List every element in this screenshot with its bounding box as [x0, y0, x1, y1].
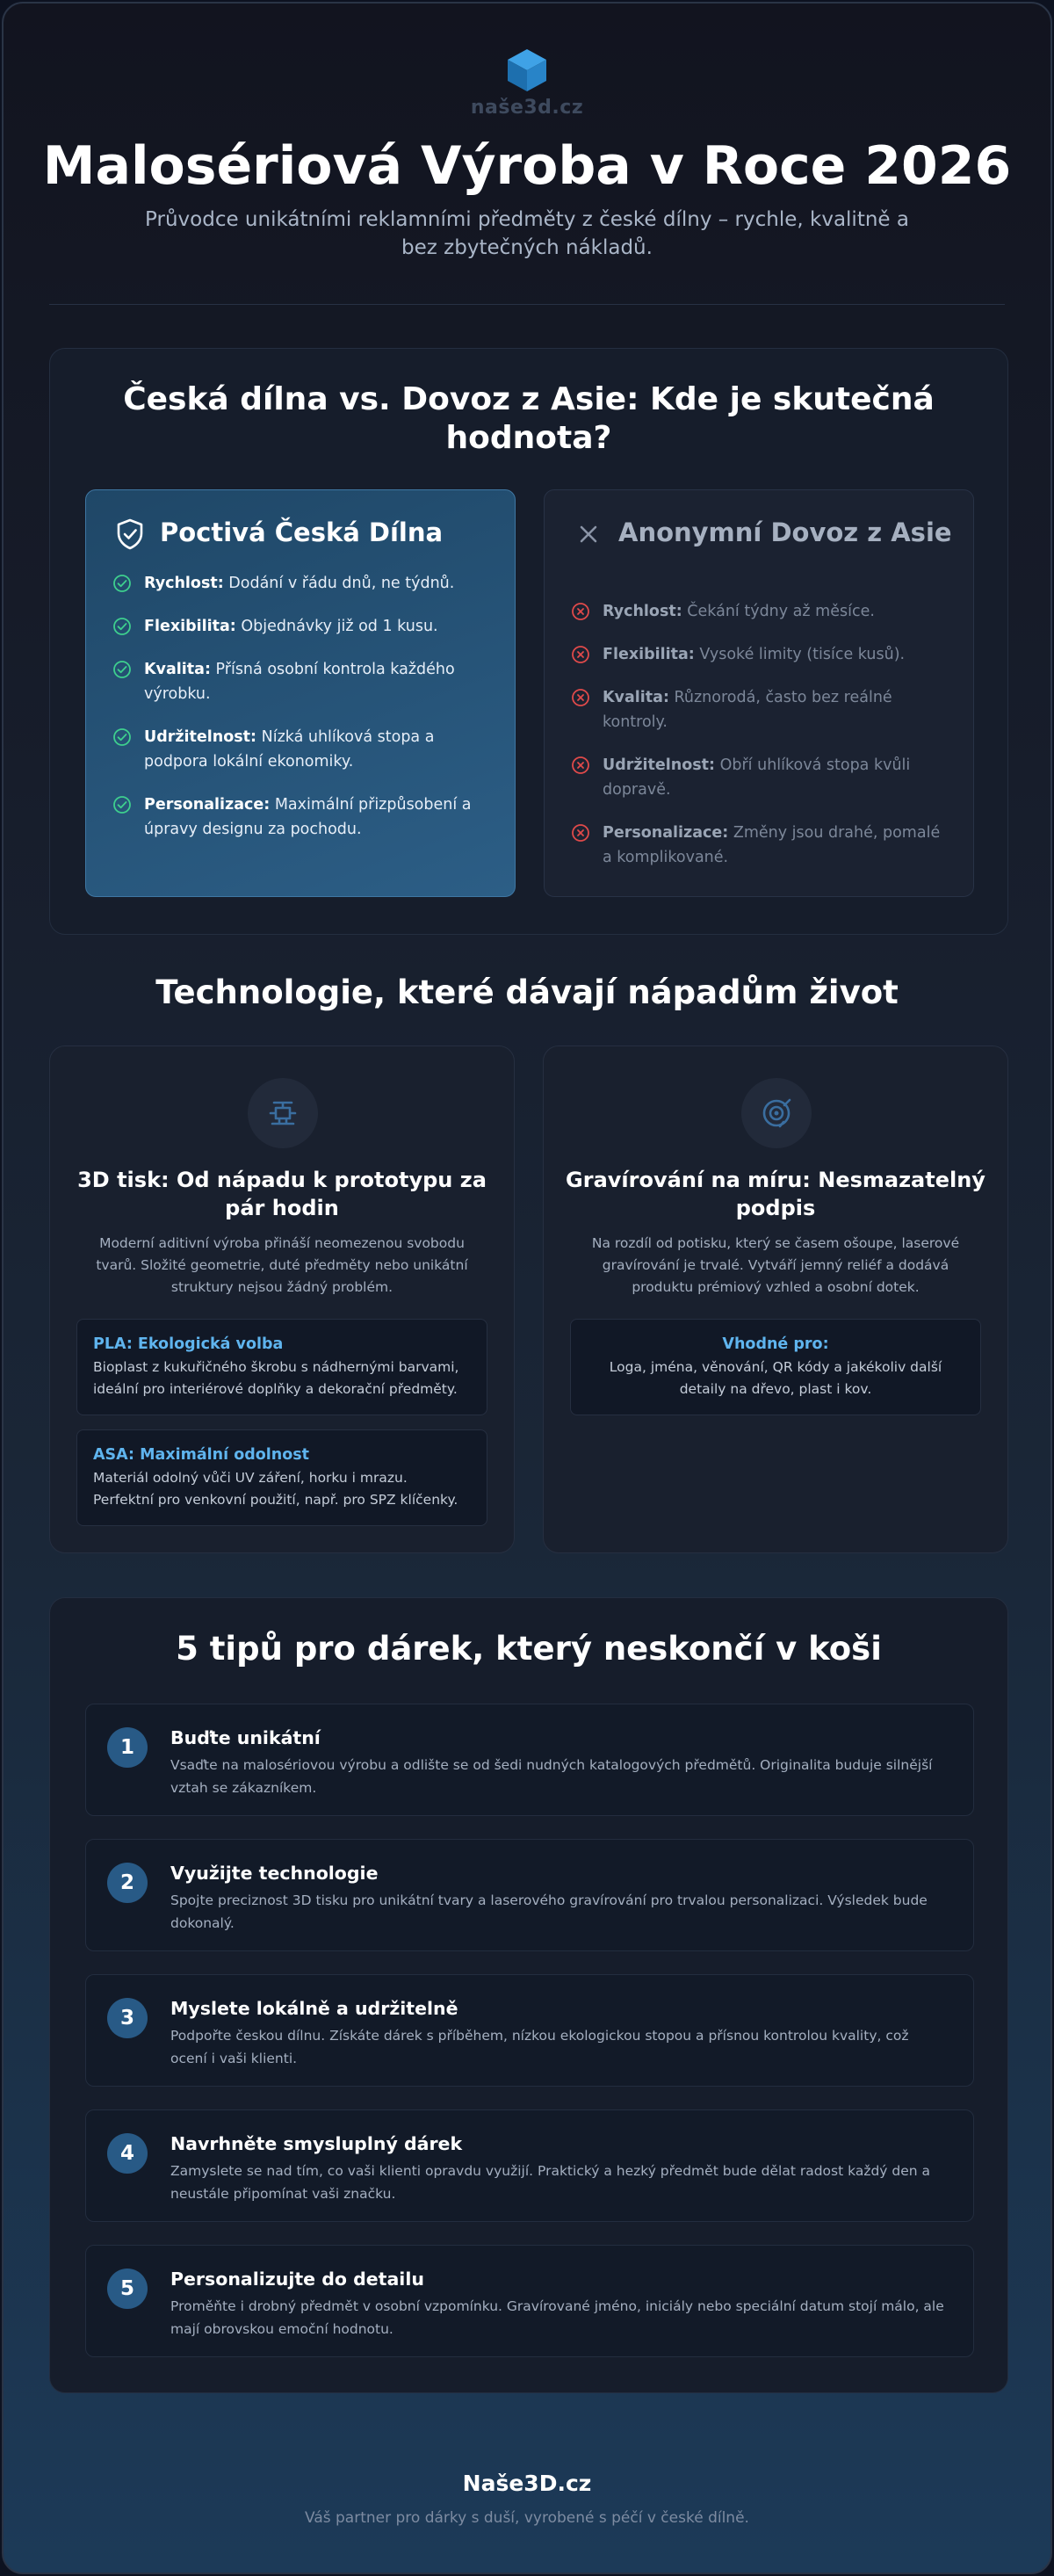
advantage-item: [112, 614, 494, 639]
item-label: Kvalita:: [144, 661, 211, 678]
advantage-item: [112, 571, 494, 596]
tip-title: Využijte technologie: [170, 1863, 379, 1884]
item-label: Kvalita:: [603, 689, 669, 706]
item-description: Obří uhlíková stopa kvůli dopravě.: [603, 756, 911, 799]
close-icon: [571, 517, 606, 552]
tip-number-badge: 3: [107, 1998, 148, 2038]
tip-item: [85, 2109, 974, 2222]
tips-title: 5 tipů pro dárek, který neskončí v koši: [176, 1630, 882, 1668]
tech-section-title: Technologie, které dávají nápadům život: [155, 973, 899, 1011]
czech-workshop-title: Poctivá Česká Dílna: [160, 517, 444, 547]
item-label: Flexibilita:: [144, 618, 236, 635]
disadvantage-item: [571, 753, 952, 802]
material-pla-text: Bioplast z kukuřičného škrobu s nádhernými barvami, ideální pro interiérové doplňky a dekorační předměty.: [93, 1359, 459, 1397]
shield-check-icon: [112, 517, 148, 552]
item-text: [603, 821, 952, 870]
engraving-icon-badge: [741, 1078, 812, 1148]
item-description: Dodání v řádu dnů, ne týdnů.: [223, 575, 455, 592]
tip-text: Zamyslete se nad tím, co vaši klienti opravdu využijí. Praktický a hezký předmět bude dělat radost každý den a neustále připomínat vaši značku.: [170, 2163, 931, 2202]
engraving-suitable-text: Loga, jména, věnování, QR kódy a jakékoliv další detaily na dřevo, plast i kov.: [609, 1359, 942, 1397]
item-text: [144, 792, 494, 842]
tip-title: Personalizujte do detailu: [170, 2268, 424, 2290]
material-asa-title: ASA: Maximální odolnost: [93, 1446, 310, 1464]
tip-text: Spojte preciznost 3D tisku pro unikátní tvary a laserového gravírování pro trvalou personalizaci. Výsledek bude dokonalý.: [170, 1892, 928, 1931]
tip-text: Proměňte i drobný předmět v osobní vzpomínku. Gravírované jméno, iniciály nebo speciální datum stojí málo, ale mají obrovskou emoční hodnotu.: [170, 2298, 944, 2337]
advantage-item: [112, 657, 494, 706]
infographic-page: [2, 2, 1052, 2574]
brand-logo: [4, 47, 1050, 119]
3d-print-card: [49, 1046, 515, 1553]
footer-tagline: Váš partner pro dárky s duší, vyrobené s péčí v české dílně.: [305, 2509, 749, 2527]
disadvantage-item: [571, 599, 952, 624]
check-circle-icon: [112, 574, 132, 593]
check-circle-icon: [112, 617, 132, 636]
page-title: Malosériová Výroba v Roce 2026: [42, 135, 1012, 197]
advantage-item: [112, 792, 494, 842]
item-text: [144, 571, 454, 596]
item-description: Objednávky již od 1 kusu.: [235, 618, 438, 635]
item-label: Flexibilita:: [603, 646, 695, 663]
item-text: [603, 753, 952, 802]
3d-print-icon-badge: [248, 1078, 318, 1148]
material-asa-text: Materiál odolný vůči UV záření, horku i mrazu. Perfektní pro venkovní použití, např. pro SPZ klíčenky.: [93, 1470, 458, 1508]
check-circle-icon: [112, 795, 132, 814]
3d-print-title: 3D tisk: Od nápadu k prototypu za pár hodin: [77, 1168, 487, 1220]
material-asa: [76, 1429, 487, 1526]
advantage-item: [112, 725, 494, 774]
item-label: Udržitelnost:: [144, 728, 257, 746]
item-label: Rychlost:: [144, 575, 224, 592]
engraving-suitable-for: [570, 1319, 981, 1415]
asia-import-list: [571, 599, 952, 888]
tip-item: [85, 1839, 974, 1951]
item-label: Personalizace:: [603, 824, 729, 842]
tip-title: Navrhněte smysluplný dárek: [170, 2133, 463, 2154]
tip-item: [85, 2245, 974, 2357]
disadvantage-item: [571, 685, 952, 734]
item-description: Vysoké limity (tisíce kusů).: [694, 646, 906, 663]
item-description: Nízká uhlíková stopa a podpora lokální ekonomiky.: [144, 728, 435, 771]
item-text: [144, 657, 494, 706]
asia-import-card: [544, 489, 974, 897]
item-text: [603, 599, 875, 624]
tips-section: [49, 1597, 1008, 2393]
divider: [49, 304, 1005, 305]
disadvantage-item: [571, 821, 952, 870]
engraving-card: [543, 1046, 1008, 1553]
item-description: Změny jsou drahé, pomalé a komplikované.: [603, 824, 941, 866]
3d-print-description: Moderní aditivní výroba přináší neomezenou svobodu tvarů. Složité geometrie, duté předměty nebo unikátní struktury nejsou žádný problém.: [96, 1235, 468, 1295]
tip-title: Myslete lokálně a udržitelně: [170, 1998, 458, 2019]
tip-title: Buďte unikátní: [170, 1727, 321, 1748]
engraving-description: Na rozdíl od potisku, který se časem ošoupe, laserové gravírování je trvalé. Vytváří jemný reliéf a dodává produktu prémiový vzhled a osobní dotek.: [591, 1235, 960, 1295]
tip-item: [85, 1974, 974, 2087]
page-subtitle: Průvodce unikátními reklamními předměty z české dílny – rychle, kvalitně a bez zbytečných nákladů.: [145, 208, 909, 259]
tip-number-badge: 1: [107, 1727, 148, 1768]
x-circle-icon: [571, 602, 590, 621]
footer-brand: Naše3D.cz: [462, 2471, 592, 2496]
check-circle-icon: [112, 660, 132, 679]
tip-number-badge: 2: [107, 1863, 148, 1903]
x-circle-icon: [571, 688, 590, 707]
disadvantage-item: [571, 642, 952, 667]
tip-text: Podpořte českou dílnu. Získáte dárek s příběhem, nízkou ekologickou stopou a přísnou kontrolou kvality, což ocení i vaši klienti.: [170, 2028, 909, 2066]
engraving-suitable-title: Vhodné pro:: [722, 1335, 829, 1353]
material-pla-title: PLA: Ekologická volba: [93, 1335, 284, 1353]
comparison-section: [49, 348, 1008, 935]
cube-icon: [506, 47, 548, 93]
comparison-title: Česká dílna vs. Dovoz z Asie: Kde je skutečná hodnota?: [123, 381, 935, 456]
x-circle-icon: [571, 756, 590, 775]
3d-printer-icon: [265, 1096, 300, 1131]
item-description: Různorodá, často bez reálné kontroly.: [603, 689, 892, 731]
item-label: Rychlost:: [603, 603, 682, 620]
x-circle-icon: [571, 645, 590, 664]
laser-target-icon: [759, 1096, 794, 1131]
tip-text: Vsaďte na malosériovou výrobu a odlište se od šedi nudných katalogových předmětů. Originalita buduje silnější vztah se zákazníkem.: [170, 1757, 933, 1796]
tip-item: [85, 1704, 974, 1816]
material-pla: [76, 1319, 487, 1415]
engraving-title: Gravírování na míru: Nesmazatelný podpis: [566, 1168, 985, 1220]
item-label: Personalizace:: [144, 796, 271, 814]
x-circle-icon: [571, 823, 590, 843]
tip-number-badge: 4: [107, 2133, 148, 2174]
item-description: Maximální přizpůsobení a úpravy designu za pochodu.: [144, 796, 472, 838]
asia-import-title: Anonymní Dovoz z Asie: [618, 517, 952, 547]
czech-workshop-card: [85, 489, 516, 897]
czech-workshop-list: [112, 571, 494, 860]
tip-number-badge: 5: [107, 2268, 148, 2309]
item-text: [144, 614, 438, 639]
check-circle-icon: [112, 727, 132, 747]
item-description: Přísná osobní kontrola každého výrobku.: [144, 661, 455, 703]
item-description: Čekání týdny až měsíce.: [682, 603, 875, 620]
item-label: Udržitelnost:: [603, 756, 716, 774]
item-text: [144, 725, 494, 774]
item-text: [603, 642, 905, 667]
logo-text: naše3d.cz: [470, 97, 584, 119]
item-text: [603, 685, 952, 734]
